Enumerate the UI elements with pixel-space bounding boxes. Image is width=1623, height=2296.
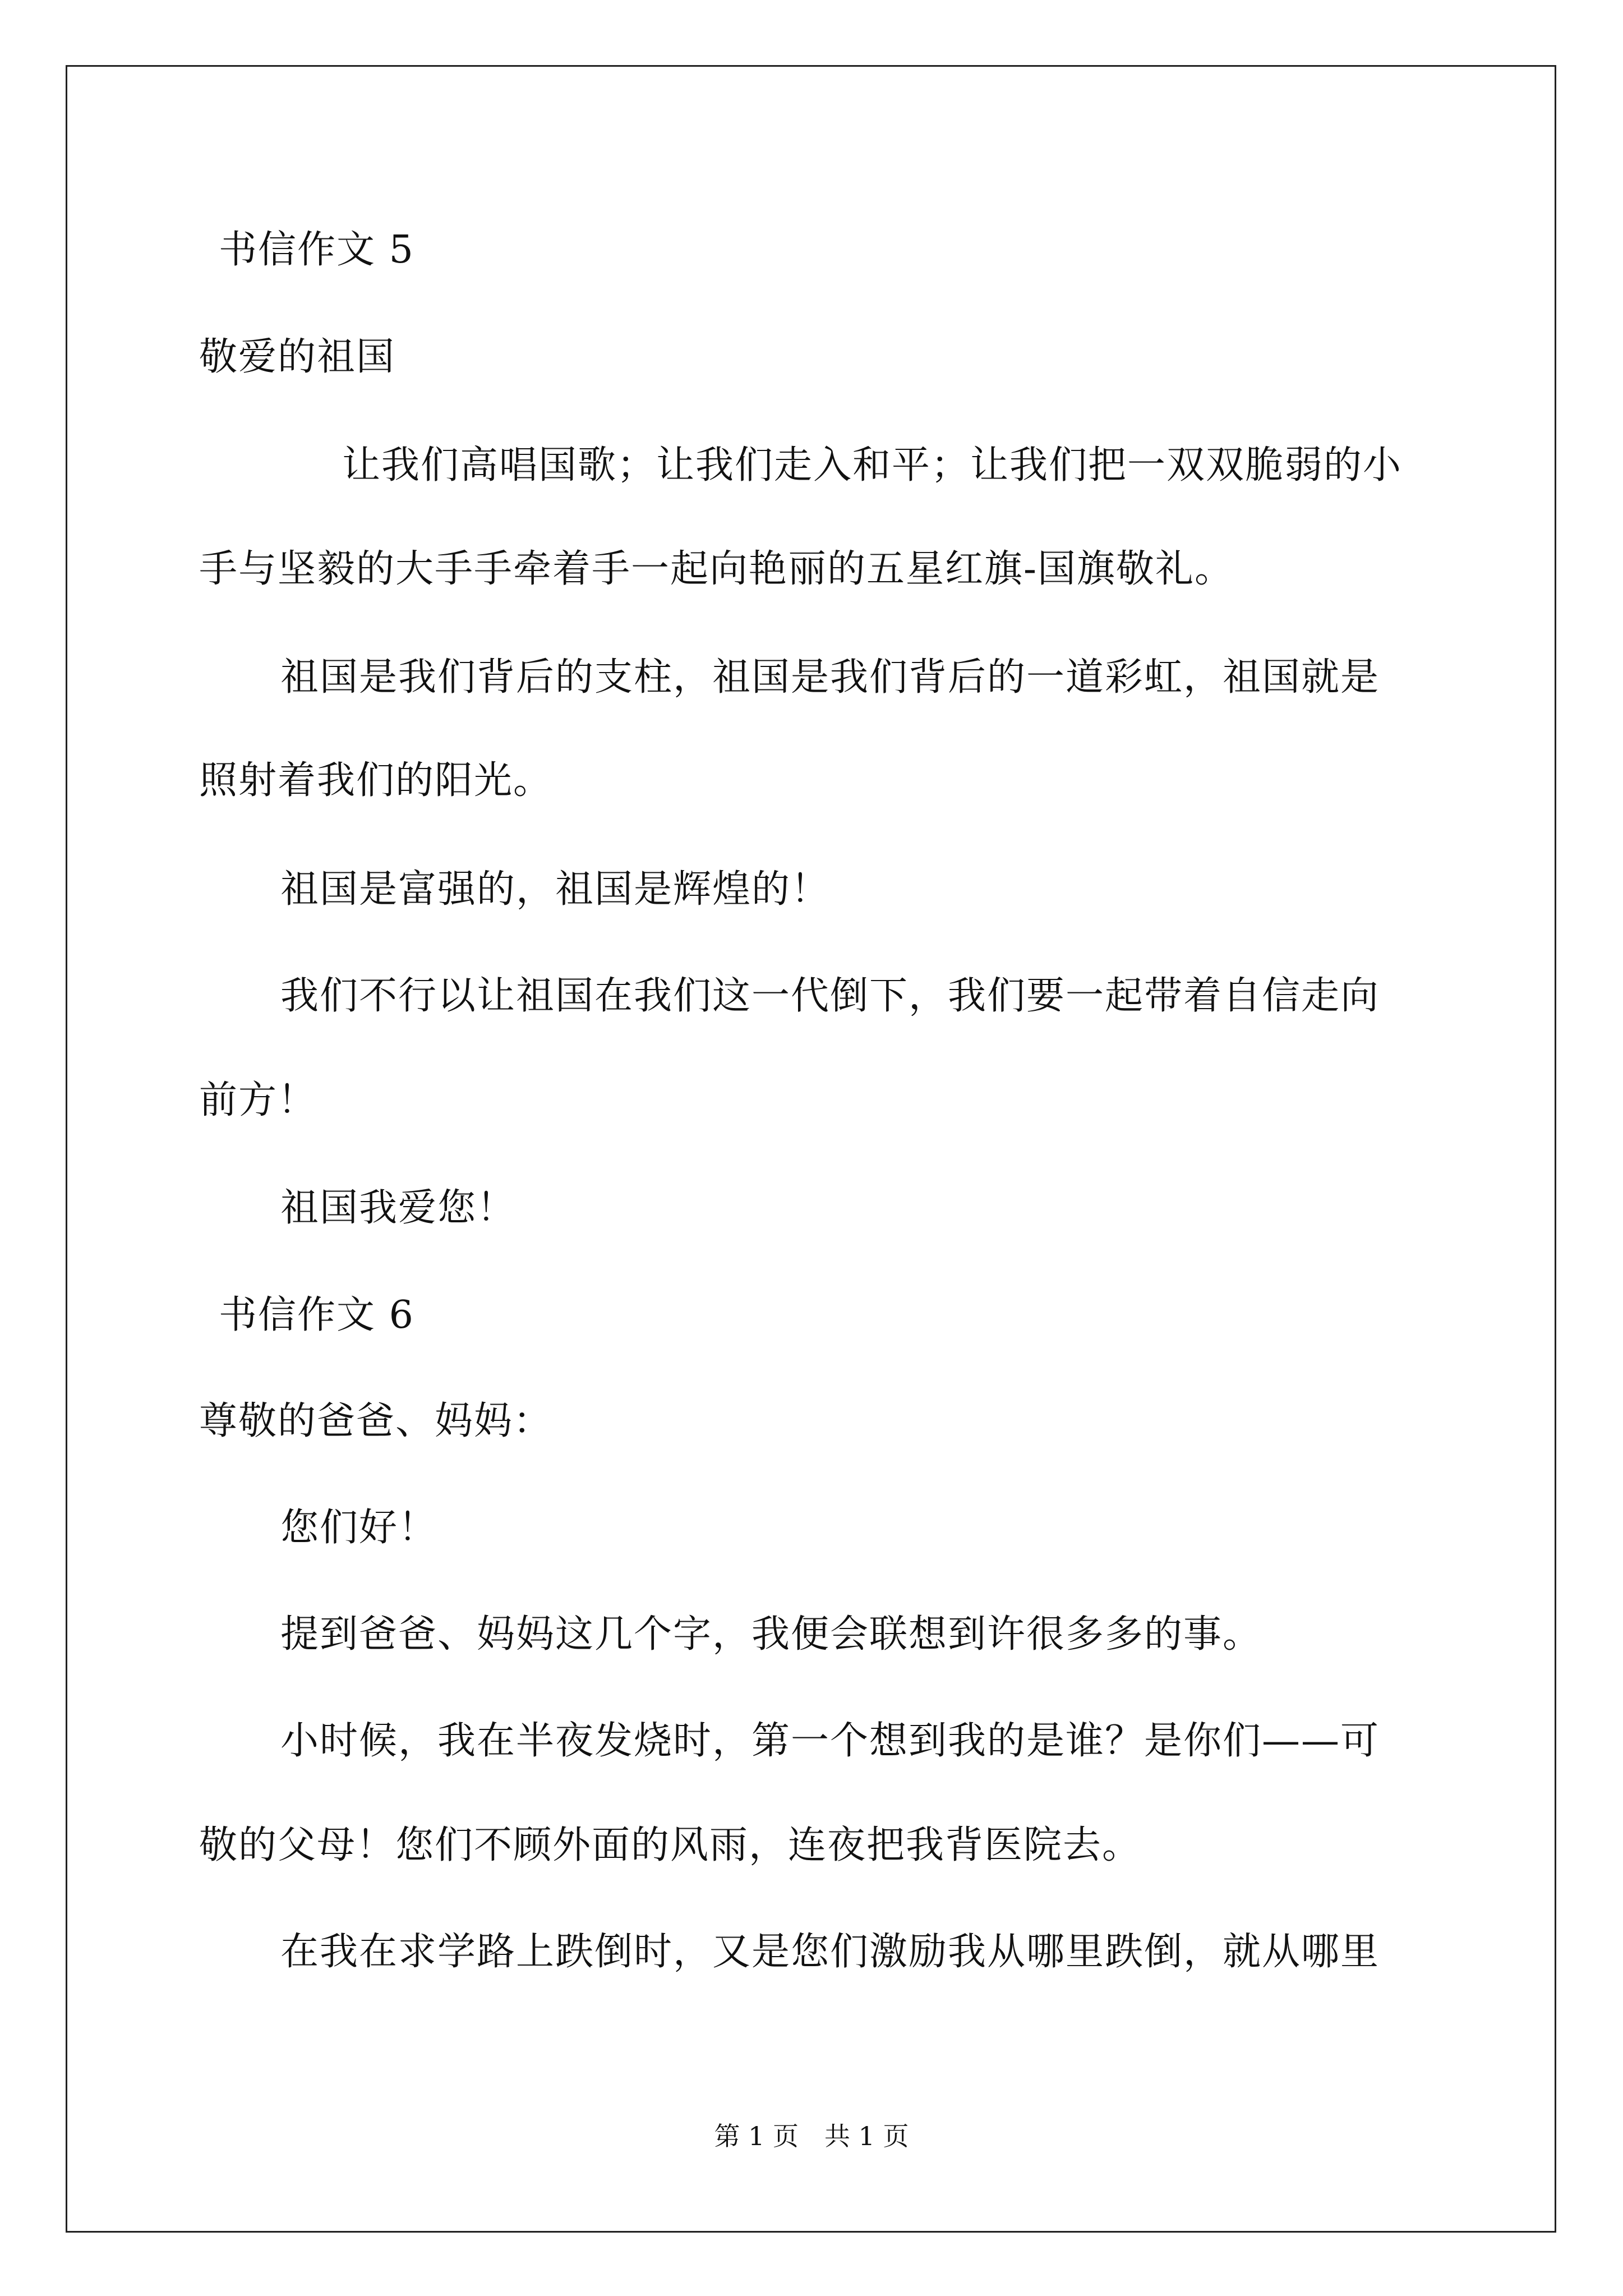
paragraph-5-3: 祖国是富强的，祖国是辉煌的！ [280,867,831,912]
paragraph-5-1-line-2: 手与坚毅的大手手牵着手一起向艳丽的五星红旗-国旗敬礼。 [199,547,1234,591]
heading-letter-6: 书信作文 6 [219,1293,414,1337]
paragraph-6-2: 提到爸爸、妈妈这几个字，我便会联想到许很多多的事。 [280,1612,1262,1657]
paragraph-5-4-line-1: 我们不行以让祖国在我们这一代倒下，我们要一起带着自信走向 [280,974,1380,1018]
paragraph-5-4-line-2: 前方！ [199,1078,317,1122]
paragraph-5-2-line-1: 祖国是我们背后的支柱，祖国是我们背后的一道彩虹，祖国就是 [280,655,1380,700]
paragraph-6-3-line-1: 小时候，我在半夜发烧时，第一个想到我的是谁？是你们——可 [280,1719,1380,1763]
paragraph-5-2-line-2: 照射着我们的阳光。 [199,758,553,803]
page-footer [0,2120,1623,2152]
paragraph-6-3-line-2: 敬的父母！您们不顾外面的风雨，连夜把我背医院去。 [199,1823,1142,1867]
paragraph-6-1: 您们好！ [280,1506,438,1550]
paragraph-5-5: 祖国我爱您！ [280,1186,517,1230]
salutation-6: 尊敬的爸爸、妈妈： [199,1399,553,1443]
heading-letter-5: 书信作文 5 [219,228,414,272]
page-frame [66,65,1556,2233]
page-number: 第 1 页 [714,2121,799,2151]
paragraph-6-4-line-1: 在我在求学路上跌倒时，又是您们激励我从哪里跌倒，就从哪里 [280,1930,1380,1974]
salutation-5: 敬爱的祖国 [199,335,396,379]
paragraph-5-1-line-1: 让我们高唱国歌；让我们走入和平；让我们把一双双脆弱的小 [342,443,1403,487]
page-total: 共 1 页 [824,2121,909,2151]
